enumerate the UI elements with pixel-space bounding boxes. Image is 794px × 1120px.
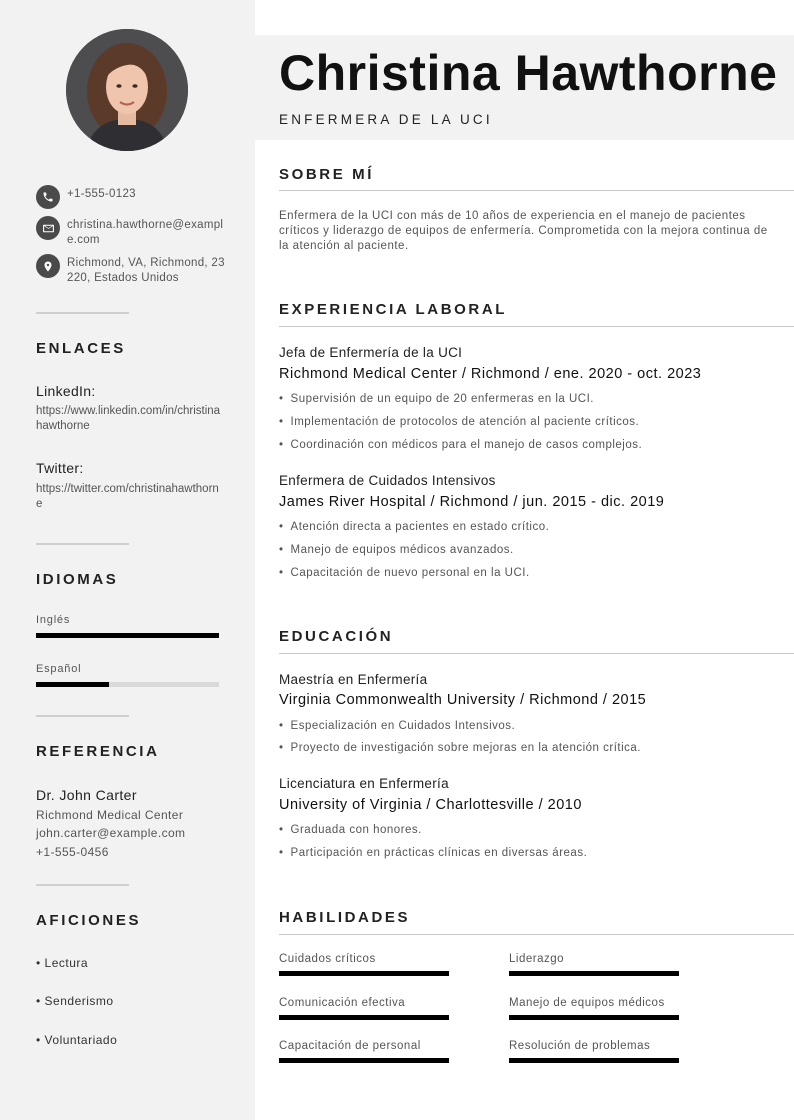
- experience-title: Enfermera de Cuidados Intensivos: [279, 473, 496, 488]
- education-degree: Licenciatura en Enfermería: [279, 776, 449, 791]
- skill-label: Manejo de equipos médicos: [509, 997, 665, 1009]
- sidebar: [0, 0, 255, 1120]
- experience-org-dates: Richmond Medical Center / Richmond / ene. 2020 - oct. 2023: [279, 366, 702, 382]
- experience-org-dates: James River Hospital / Richmond / jun. 2015 - dic. 2019: [279, 494, 665, 510]
- education-degree: Maestría en Enfermería: [279, 672, 428, 687]
- sidebar-divider: [36, 543, 129, 545]
- section-rule: [279, 653, 794, 654]
- skill-bar: [509, 1015, 679, 1020]
- sidebar-divider: [36, 715, 129, 717]
- skill-bar: [279, 1058, 449, 1063]
- linkedin-label: LinkedIn:: [36, 383, 96, 399]
- skill-bar: [279, 971, 449, 976]
- sidebar-divider: [36, 884, 129, 886]
- contact-address: [36, 256, 226, 286]
- education-school-year: Virginia Commonwealth University / Richmond / 2015: [279, 692, 647, 708]
- twitter-label: Twitter:: [36, 460, 84, 476]
- address-text: Richmond, VA, Richmond, 23220, Estados Unidos: [67, 257, 225, 284]
- about-heading: SOBRE MÍ: [279, 166, 374, 183]
- skills-heading: HABILIDADES: [279, 909, 411, 926]
- hobby-item: • Lectura: [36, 956, 89, 970]
- experience-bullet: • Supervisión de un equipo de 20 enfermeras en la UCI.: [279, 393, 594, 405]
- language-bar-english: [36, 633, 219, 638]
- experience-bullet: • Coordinación con médicos para el manejo de casos complejos.: [279, 439, 642, 451]
- profile-photo: [66, 29, 188, 151]
- location-pin-icon: [36, 254, 60, 278]
- experience-bullet: • Capacitación de nuevo personal en la UCI.: [279, 567, 530, 579]
- hobby-label: Voluntariado: [44, 1033, 118, 1047]
- hobby-label: Senderismo: [44, 994, 114, 1008]
- reference-email: john.carter@example.com: [36, 826, 186, 840]
- languages-heading: IDIOMAS: [36, 571, 119, 588]
- email-text: christina.hawthorne@example.com: [67, 219, 224, 246]
- skill-label: Cuidados críticos: [279, 953, 376, 965]
- sidebar-divider: [36, 312, 129, 314]
- links-heading: ENLACES: [36, 340, 126, 357]
- reference-name: Dr. John Carter: [36, 787, 137, 803]
- skill-bar: [509, 971, 679, 976]
- job-title: ENFERMERA DE LA UCI: [279, 112, 493, 127]
- avatar: [66, 29, 188, 151]
- education-bullet: • Proyecto de investigación sobre mejoras en la atención crítica.: [279, 742, 641, 754]
- experience-title: Jefa de Enfermería de la UCI: [279, 345, 463, 360]
- about-text: Enfermera de la UCI con más de 10 años de experiencia en el manejo de pacientes críticos y liderazgo de equipos de enfermería. Comprometida con la mejora continua de la atención al paciente.: [279, 210, 768, 252]
- skill-label: Capacitación de personal: [279, 1040, 421, 1052]
- section-rule: [279, 190, 794, 191]
- phone-icon: [36, 185, 60, 209]
- education-heading: EDUCACIÓN: [279, 628, 394, 645]
- mail-icon: [36, 216, 60, 240]
- experience-bullet: • Manejo de equipos médicos avanzados.: [279, 544, 514, 556]
- skill-bar: [509, 1058, 679, 1063]
- contact-phone: [36, 187, 226, 209]
- education-school-year: University of Virginia / Charlottesville / 2010: [279, 797, 582, 813]
- education-bullet: • Graduada con honores.: [279, 824, 422, 836]
- language-label-english: Inglés: [36, 614, 71, 626]
- reference-company: Richmond Medical Center: [36, 808, 184, 822]
- section-rule: [279, 934, 794, 935]
- language-level-fill: [36, 633, 219, 638]
- education-bullet: • Especialización en Cuidados Intensivos.: [279, 720, 515, 732]
- hobby-item: • Senderismo: [36, 994, 114, 1008]
- twitter-link[interactable]: https://twitter.com/christinahawthorne: [36, 483, 219, 510]
- hobby-item: • Voluntariado: [36, 1033, 118, 1047]
- reference-heading: REFERENCIA: [36, 743, 160, 760]
- hobbies-heading: AFICIONES: [36, 912, 142, 929]
- experience-bullet: • Atención directa a pacientes en estado crítico.: [279, 521, 549, 533]
- skill-bar: [279, 1015, 449, 1020]
- phone-text: +1-555-0123: [67, 188, 136, 200]
- skill-label: Liderazgo: [509, 953, 565, 965]
- education-bullet: • Participación en prácticas clínicas en diversas áreas.: [279, 847, 587, 859]
- skill-label: Resolución de problemas: [509, 1040, 651, 1052]
- reference-phone: +1-555-0456: [36, 845, 109, 859]
- hobby-label: Lectura: [44, 956, 89, 970]
- skill-label: Comunicación efectiva: [279, 997, 406, 1009]
- linkedin-link[interactable]: https://www.linkedin.com/in/christinahawthorne: [36, 405, 221, 432]
- section-rule: [279, 326, 794, 327]
- language-level-fill: [36, 682, 109, 687]
- candidate-name: Christina Hawthorne: [279, 45, 778, 101]
- language-bar-spanish: [36, 682, 219, 687]
- experience-bullet: • Implementación de protocolos de atención al paciente críticos.: [279, 416, 639, 428]
- language-label-spanish: Español: [36, 663, 82, 675]
- contact-email: [36, 218, 226, 248]
- experience-heading: EXPERIENCIA LABORAL: [279, 301, 508, 318]
